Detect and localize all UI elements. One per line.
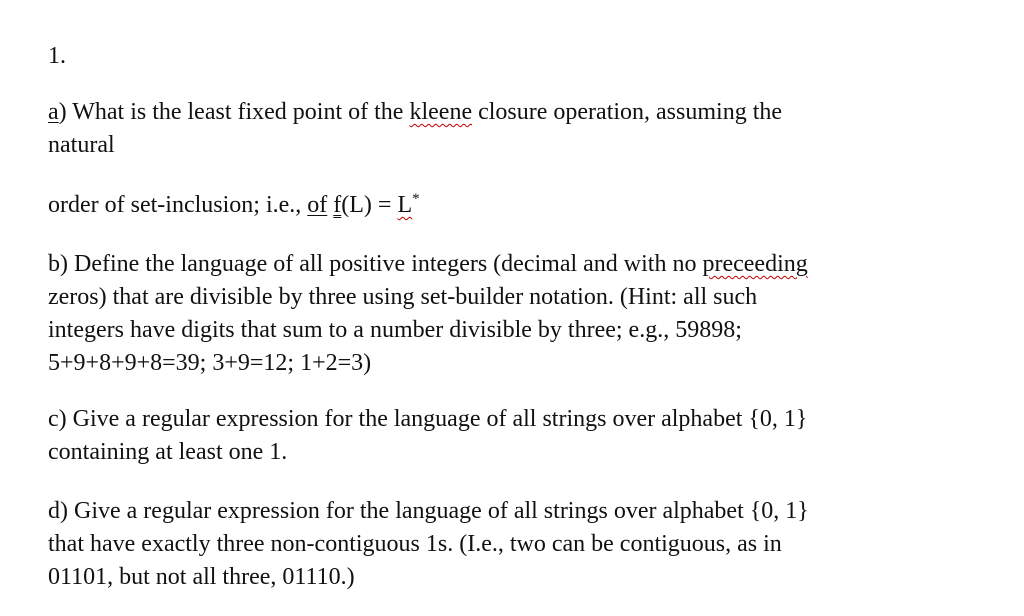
- spellcheck-word-preceeding[interactable]: preceeding: [702, 251, 808, 277]
- part-d-text-2: that have exactly three non-contiguous 1s. (I.e., two can be contiguous, as in: [48, 531, 782, 557]
- part-b-line-1: [48, 248, 808, 280]
- kleene-star-superscript: *: [412, 191, 420, 207]
- part-d-line-1: [48, 495, 809, 527]
- spellcheck-word-L[interactable]: L: [397, 192, 413, 218]
- part-d-text-3: 01101, but not all three, 01110.): [48, 564, 355, 590]
- part-a-line-3: [48, 189, 420, 221]
- grammar-word-f[interactable]: f: [333, 192, 342, 218]
- part-a-text-2: closure operation, assuming the: [472, 99, 783, 125]
- part-d-text-1: d) Give a regular expression for the language of all strings over alphabet {0, 1}: [48, 498, 809, 524]
- part-a-line-2: [48, 129, 115, 161]
- part-b-line-4: [48, 347, 371, 379]
- part-b-text-3: integers have digits that sum to a number divisible by three; e.g., 59898;: [48, 317, 742, 343]
- part-a-text-5: (L) =: [341, 192, 398, 218]
- grammar-word-of[interactable]: of: [307, 192, 328, 218]
- part-a-text-4: order of set-inclusion; i.e.,: [48, 192, 308, 218]
- question-number-text: 1.: [48, 43, 66, 69]
- part-b-text-4: 5+9+8+9+8=39; 3+9=12; 1+2=3): [48, 350, 372, 376]
- part-b-line-3: [48, 314, 742, 346]
- part-c-line-1: [48, 403, 807, 435]
- part-a-text-3: natural: [48, 132, 115, 158]
- part-c-line-2: [48, 436, 287, 468]
- spellcheck-word-kleene[interactable]: kleene: [409, 99, 473, 125]
- part-a-letter: a: [48, 99, 59, 125]
- part-a-text-1: ) What is the least fixed point of the: [58, 99, 410, 125]
- part-b-text-2: zeros) that are divisible by three using set-builder notation. (Hint: all such: [48, 284, 758, 310]
- part-d-line-3: [48, 561, 355, 593]
- part-c-text-2: containing at least one 1.: [48, 439, 288, 465]
- part-b-line-2: [48, 281, 757, 313]
- part-c-text-1: c) Give a regular expression for the language of all strings over alphabet {0, 1}: [48, 406, 808, 432]
- part-d-line-2: [48, 528, 782, 560]
- question-number: [48, 40, 66, 72]
- part-a-line-1: [48, 96, 782, 128]
- part-b-text-1: b) Define the language of all positive integers (decimal and with no: [48, 251, 703, 277]
